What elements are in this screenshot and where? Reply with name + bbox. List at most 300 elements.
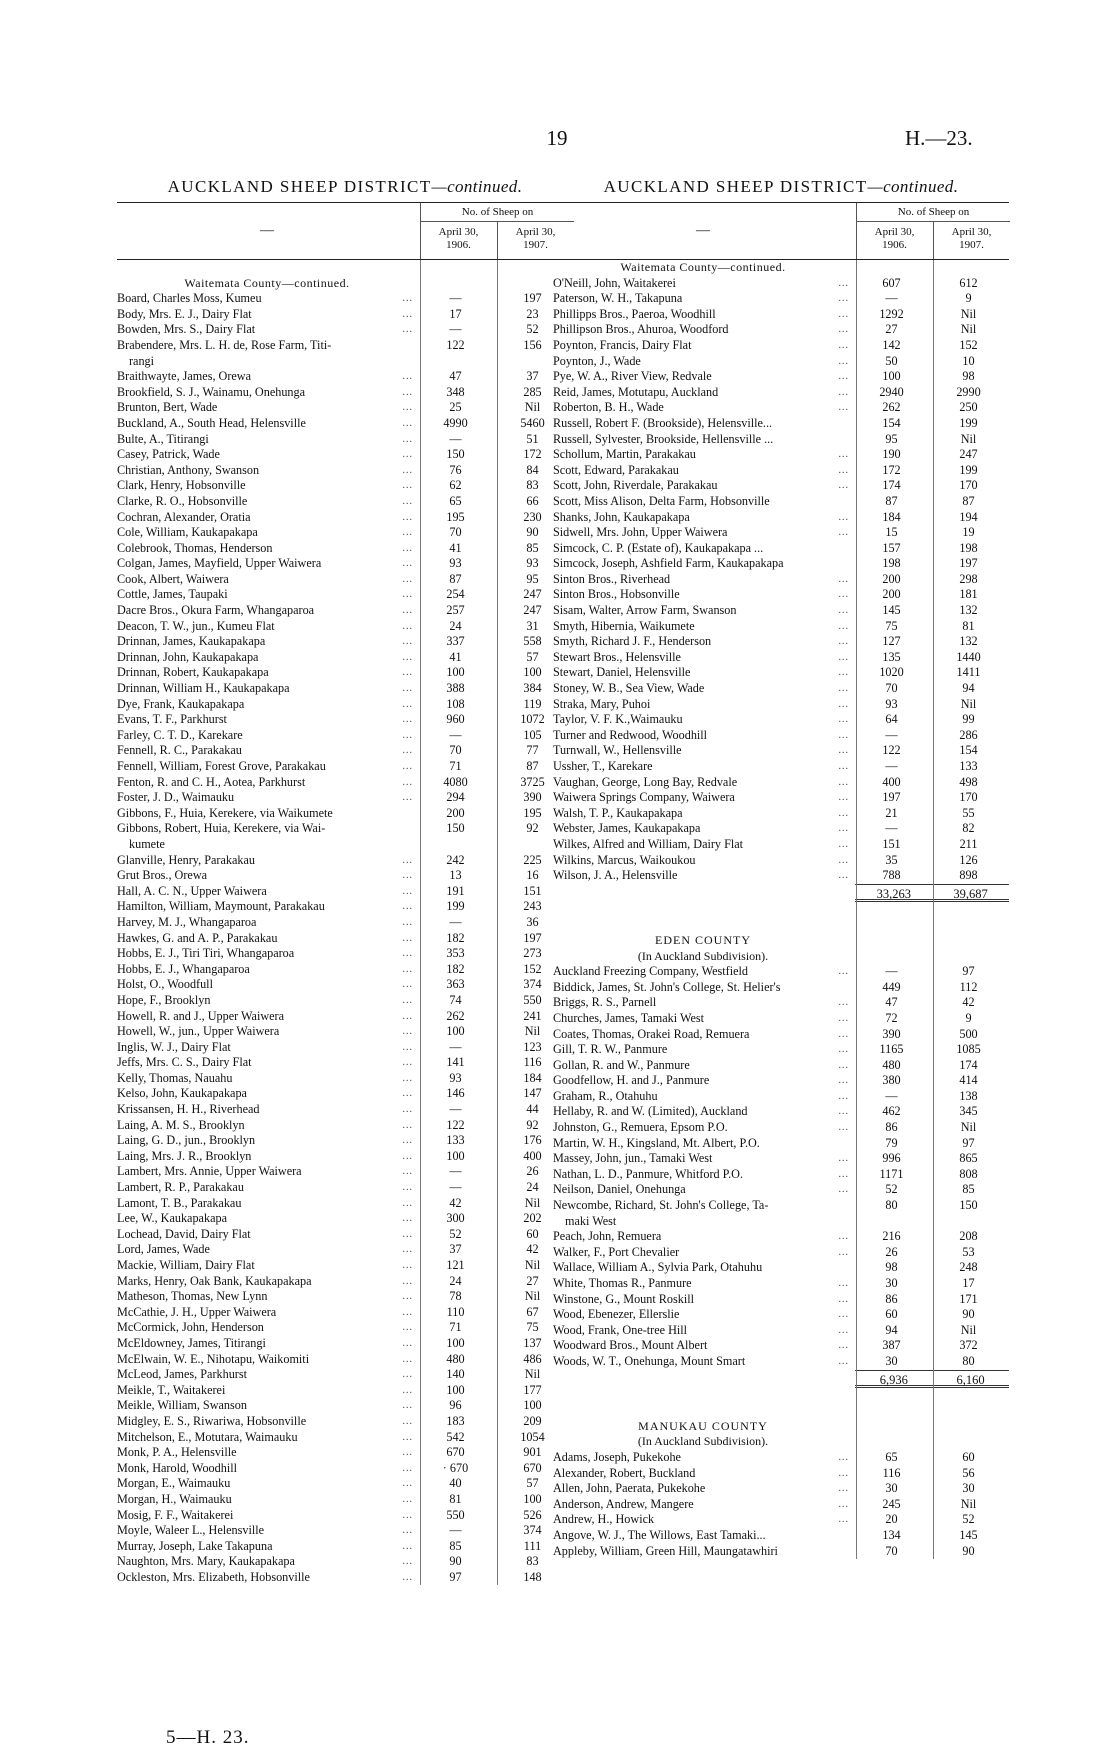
leader-dots: ... — [838, 776, 849, 788]
sheep-1906: 1292 — [879, 306, 904, 321]
sheep-1906: 670 — [446, 1445, 465, 1460]
leader-dots: ... — [402, 932, 413, 944]
leader-dots: ... — [838, 620, 849, 632]
sheep-1906: 100 — [446, 1024, 465, 1039]
leader-dots: ... — [838, 761, 849, 772]
sheep-1906: — — [885, 291, 898, 306]
sheep-1907: 181 — [959, 587, 978, 602]
sheep-1907: 230 — [523, 509, 542, 524]
leader-dots: ... — [402, 1447, 413, 1459]
sheep-1907: 197 — [959, 556, 978, 571]
sheep-1907: 105 — [523, 727, 542, 742]
owner-name: Colgan, James, Mayfield, Upper Waiwera — [117, 556, 322, 571]
leader-dots: ... — [838, 1355, 849, 1367]
sheep-1906: 95 — [885, 431, 898, 446]
sheep-1906: 25 — [449, 400, 462, 415]
owner-name: Farley, C. T. D., Karekare — [117, 727, 243, 742]
table-row — [117, 697, 573, 713]
leader-dots: ... — [402, 1556, 413, 1568]
table-row — [553, 338, 1009, 354]
owner-name: Stewart Bros., Helensville — [553, 649, 681, 664]
table-row — [117, 556, 573, 572]
leader-dots: ... — [402, 1291, 413, 1303]
sheep-1906: 390 — [882, 1026, 901, 1041]
table-row — [117, 1040, 573, 1056]
table-row — [117, 1570, 573, 1586]
owner-name: Pye, W. A., River View, Redvale — [553, 369, 712, 384]
sheep-1906: — — [885, 821, 898, 836]
sheep-1907: 2990 — [956, 384, 981, 399]
sheep-1906: 480 — [882, 1057, 901, 1072]
sheep-1906: 26 — [885, 1244, 898, 1259]
sheep-1906: 70 — [449, 743, 462, 758]
sheep-1906: 30 — [885, 1481, 898, 1496]
sheep-1907: 95 — [526, 571, 539, 586]
owner-name: Casey, Patrick, Wade — [117, 447, 220, 462]
leader-dots: ... — [402, 1509, 413, 1521]
owner-name: Grut Bros., Orewa — [117, 868, 208, 883]
sheep-1906: 70 — [449, 525, 462, 540]
subtotal-row — [553, 1370, 1009, 1388]
owner-name: Gibbons, F., Huia, Kerekere, via Waikumete — [117, 805, 333, 820]
sheep-1907: 208 — [959, 1229, 978, 1244]
owner-name: Monk, Harold, Woodhill — [117, 1460, 237, 1475]
sheep-1906: — — [449, 1523, 462, 1538]
leader-dots: ... — [402, 293, 413, 305]
table-row — [553, 1497, 1009, 1513]
sheep-1906: 121 — [446, 1258, 465, 1272]
sheep-1906: 75 — [885, 618, 898, 633]
header-dash: — — [696, 223, 710, 238]
table-row — [117, 1164, 573, 1180]
sheep-1907: 56 — [962, 1465, 975, 1480]
table-row — [117, 338, 573, 354]
owner-name: Wood, Frank, One-tree Hill — [553, 1322, 688, 1337]
owner-name: Drinnan, Robert, Kaukapakapa — [117, 665, 269, 680]
leader-dots: ... — [838, 308, 849, 320]
sheep-1907: 90 — [962, 1543, 975, 1558]
leader-dots: ... — [402, 386, 413, 398]
sheep-1907: 100 — [523, 1398, 542, 1413]
sheep-1907: 138 — [959, 1088, 978, 1103]
sheep-1906: 134 — [882, 1527, 901, 1542]
leader-dots: ... — [402, 1010, 413, 1022]
sheep-1907: Nil — [524, 400, 541, 415]
leader-dots: ... — [838, 823, 849, 835]
table-row — [117, 1211, 573, 1227]
sheep-1907: 211 — [959, 836, 978, 851]
sheep-1907: 1072 — [520, 712, 545, 727]
sheep-1906: 47 — [449, 369, 462, 384]
sheep-1907: 174 — [959, 1057, 978, 1072]
owner-name: Murray, Joseph, Lake Takapuna — [117, 1538, 273, 1553]
leader-dots: ... — [838, 1075, 849, 1087]
owner-name: Taylor, V. F. K.,Waimauku — [553, 712, 683, 727]
sheep-1907: 250 — [959, 400, 978, 415]
owner-name: Auckland Freezing Company, Westfield — [553, 964, 748, 979]
owner-name: Cottle, James, Taupaki — [117, 587, 228, 602]
sheep-1907: 85 — [526, 540, 539, 555]
owner-name: Krissansen, H. H., Riverhead — [117, 1102, 260, 1117]
sheep-1906: 100 — [446, 1148, 465, 1163]
table-row — [117, 1024, 573, 1040]
owner-name: Poynton, J., Wade — [553, 353, 641, 368]
leader-dots: ... — [402, 324, 413, 336]
leader-dots: ... — [402, 698, 413, 710]
table-row — [553, 868, 1009, 884]
sheep-1906: 40 — [449, 1476, 462, 1491]
sheep-1906: 93 — [449, 556, 462, 571]
left-column — [117, 172, 573, 1585]
header-sheep-group: No. of Sheep on — [420, 203, 574, 222]
sheep-1906: 172 — [882, 462, 901, 477]
table-row — [553, 619, 1009, 635]
table-row — [553, 1544, 1009, 1560]
sheep-1907: 285 — [523, 384, 542, 399]
sheep-1906: 78 — [449, 1289, 462, 1304]
owner-name: Wilkins, Marcus, Waikoukou — [553, 852, 696, 867]
leader-dots: ... — [402, 1306, 413, 1318]
sheep-1907: 148 — [523, 1569, 542, 1584]
owner-name: Hobbs, E. J., Tiri Tiri, Whangaparoa — [117, 946, 295, 961]
table-row — [553, 525, 1009, 541]
section-heading: (In Auckland Subdivision). — [637, 1434, 769, 1449]
table-row — [553, 276, 1009, 292]
sheep-1906: 199 — [446, 899, 465, 914]
sheep-1907: 67 — [526, 1304, 539, 1319]
left-table-header — [117, 202, 573, 260]
table-row — [553, 1027, 1009, 1043]
continuation-text: rangi — [129, 353, 155, 368]
sheep-1907: 184 — [523, 1070, 542, 1085]
leader-dots: ... — [402, 1041, 413, 1053]
sheep-1906: 64 — [885, 712, 898, 727]
header-dash: — — [260, 223, 274, 238]
sheep-1906: 197 — [882, 790, 901, 805]
sheep-1906: 387 — [882, 1338, 901, 1353]
owner-name: Alexander, Robert, Buckland — [553, 1465, 696, 1480]
sheep-1907: Nil — [524, 1367, 541, 1382]
sheep-1906: 388 — [446, 681, 465, 696]
sheep-1906: 4990 — [443, 415, 468, 430]
footer-reference: 5—H. 23. — [166, 1727, 250, 1748]
owner-name: Lee, W., Kaukapakapa — [117, 1211, 227, 1226]
leader-dots: ... — [838, 1184, 849, 1196]
leader-dots: ... — [838, 1059, 849, 1071]
leader-dots: ... — [402, 1353, 413, 1365]
table-row — [117, 1539, 573, 1555]
sheep-1907: 247 — [959, 447, 978, 462]
sheep-1907: 498 — [959, 774, 978, 789]
owner-name: Angove, W. J., The Willows, East Tamaki... — [553, 1527, 766, 1542]
leader-dots: ... — [402, 1182, 413, 1194]
sheep-1906: 100 — [446, 665, 465, 680]
leader-dots: ... — [838, 1451, 849, 1463]
sheep-1907: 16 — [526, 868, 539, 883]
sheep-1906: 1165 — [879, 1042, 904, 1057]
leader-dots: ... — [402, 1197, 413, 1209]
owner-name: Walker, F., Port Chevalier — [553, 1244, 680, 1259]
sheep-1906: 300 — [446, 1211, 465, 1226]
sheep-1907: 558 — [523, 634, 542, 649]
owner-name: Schollum, Martin, Parakakau — [553, 447, 696, 462]
sheep-1906: — — [449, 1180, 462, 1195]
sheep-1907: 202 — [523, 1211, 542, 1226]
owner-name: Newcombe, Richard, St. John's College, Ta- — [553, 1198, 769, 1213]
sheep-1906: 71 — [449, 1320, 462, 1335]
owner-name: Hobbs, E. J., Whangaparoa — [117, 961, 250, 976]
table-row — [553, 463, 1009, 479]
owner-name: Morgan, H., Waimauku — [117, 1491, 232, 1506]
sheep-1907: 87 — [526, 759, 539, 773]
owner-name: Laing, Mrs. J. R., Brooklyn — [117, 1148, 252, 1163]
sheep-1906: 62 — [449, 478, 462, 493]
sheep-1906: 242 — [446, 852, 465, 867]
table-row — [117, 1289, 573, 1305]
leader-dots: ... — [838, 1231, 849, 1243]
table-row — [553, 1073, 1009, 1089]
owner-name: Scott, Edward, Parakakau — [553, 462, 679, 477]
sheep-1906: 37 — [449, 1242, 462, 1257]
header-sheep-group: No. of Sheep on — [856, 203, 1010, 222]
leader-dots: ... — [402, 1228, 413, 1240]
sheep-1907: 52 — [962, 1512, 975, 1527]
owner-name: Hawkes, G. and A. P., Parakakau — [117, 930, 278, 945]
owner-name: Allen, John, Paerata, Pukekohe — [553, 1481, 706, 1496]
table-row — [553, 790, 1009, 806]
sheep-1907: 145 — [959, 1527, 978, 1542]
sheep-1906: 996 — [882, 1151, 901, 1166]
leader-dots: ... — [838, 1340, 849, 1352]
sheep-1907: 26 — [526, 1164, 539, 1179]
owner-name: Sinton Bros., Riverhead — [553, 571, 671, 586]
owner-name: Board, Charles Moss, Kumeu — [117, 291, 262, 306]
sheep-1906: — — [449, 914, 462, 929]
owner-name: Wallace, William A., Sylvia Park, Otahuhu — [553, 1260, 763, 1275]
table-row — [117, 1383, 573, 1399]
owner-name: McCormick, John, Henderson — [117, 1320, 264, 1335]
owner-name: McElwain, W. E., Nihotapu, Waikomiti — [117, 1351, 310, 1366]
table-row — [117, 1242, 573, 1258]
owner-name: Scott, John, Riverdale, Parakakau — [553, 478, 718, 493]
leader-dots: ... — [838, 1122, 849, 1134]
leader-dots: ... — [402, 854, 413, 866]
sheep-1907: 132 — [959, 634, 978, 649]
owner-name: Martin, W. H., Kingsland, Mt. Albert, P.O. — [553, 1135, 760, 1150]
sheep-1906: 85 — [449, 1538, 462, 1553]
table-row — [553, 1292, 1009, 1308]
sheep-1907: 225 — [523, 852, 542, 867]
sheep-1907: 197 — [523, 291, 542, 306]
table-row — [117, 291, 573, 307]
owner-name: Woods, W. T., Onehunga, Mount Smart — [553, 1353, 746, 1368]
leader-dots: ... — [838, 480, 849, 492]
owner-name: Clarke, R. O., Hobsonville — [117, 493, 248, 508]
table-row — [553, 697, 1009, 713]
leader-dots: ... — [402, 371, 413, 383]
sheep-1906: 86 — [885, 1291, 898, 1306]
row-continuation — [117, 837, 573, 853]
left-table-body — [117, 260, 573, 1585]
owner-name: Christian, Anthony, Swanson — [117, 462, 260, 477]
sheep-1907: 176 — [523, 1133, 542, 1148]
table-row — [117, 775, 573, 791]
table-row — [553, 510, 1009, 526]
owner-name: Stoney, W. B., Sea View, Wade — [553, 681, 705, 696]
leader-dots: ... — [402, 885, 413, 897]
owner-name: Fenton, R. and C. H., Aotea, Parkhurst — [117, 774, 306, 789]
owner-name: Biddick, James, St. John's College, St. Helier's — [553, 979, 781, 994]
owner-name: Webster, James, Kaukapakapa — [553, 821, 701, 836]
owner-name: McEldowney, James, Titirangi — [117, 1335, 266, 1350]
owner-name: Lambert, Mrs. Annie, Upper Waiwera — [117, 1164, 302, 1179]
sheep-1907: 865 — [959, 1151, 978, 1166]
row-spacer — [553, 1403, 1009, 1419]
sheep-1906: 150 — [446, 447, 465, 462]
owner-name: Turnwall, W., Hellensville — [553, 743, 682, 758]
table-row — [553, 354, 1009, 370]
header-1907: April 30, 1907. — [933, 221, 1009, 259]
sheep-1906: — — [449, 1102, 462, 1117]
owner-name: Simcock, C. P. (Estate of), Kaukapakapa ... — [553, 540, 764, 555]
sheep-1907: 31 — [526, 618, 539, 633]
table-row — [553, 1481, 1009, 1497]
owner-name: Smyth, Hibernia, Waikumete — [553, 618, 695, 633]
table-row — [117, 416, 573, 432]
table-row — [553, 759, 1009, 775]
sheep-1907: 83 — [526, 1554, 539, 1569]
leader-dots: ... — [402, 636, 413, 648]
owner-name: Gill, T. R. W., Panmure — [553, 1042, 668, 1057]
table-row — [117, 806, 573, 822]
table-row — [553, 1151, 1009, 1167]
owner-name: Wilson, J. A., Helensville — [553, 868, 678, 883]
sheep-1906: 42 — [449, 1195, 462, 1210]
owner-name: Poynton, Francis, Dairy Flat — [553, 337, 692, 352]
leader-dots: ... — [838, 324, 849, 336]
owner-name: Mosig, F. F., Waitakerei — [117, 1507, 234, 1522]
sheep-1907: 1411 — [956, 665, 981, 680]
sheep-1907: 374 — [523, 977, 542, 992]
sheep-1906: 294 — [446, 790, 465, 805]
owner-name: Fennell, R. C., Parakakau — [117, 743, 242, 758]
leader-dots: ... — [402, 1540, 413, 1552]
table-row — [553, 964, 1009, 980]
sheep-1906: — — [885, 1088, 898, 1103]
table-row — [553, 980, 1009, 996]
sheep-1906: 380 — [882, 1073, 901, 1088]
sheep-1906: 4080 — [443, 774, 468, 789]
leader-dots: ... — [402, 1275, 413, 1287]
leader-dots: ... — [838, 449, 849, 461]
owner-name: Jeffs, Mrs. C. S., Dairy Flat — [117, 1055, 252, 1070]
leader-dots: ... — [838, 605, 849, 617]
sheep-1906: 93 — [449, 1070, 462, 1085]
table-row — [553, 1198, 1009, 1214]
sheep-1907: 154 — [959, 743, 978, 758]
sheep-1906: 20 — [885, 1512, 898, 1527]
leader-dots: ... — [838, 1012, 849, 1024]
sheep-1907: 44 — [526, 1102, 539, 1117]
leader-dots: ... — [402, 1571, 413, 1583]
owner-name: Wood, Ebenezer, Ellerslie — [553, 1307, 680, 1322]
sheep-1906: 337 — [446, 634, 465, 649]
sheep-1906: 195 — [446, 509, 465, 524]
leader-dots: ... — [402, 870, 413, 882]
leader-dots: ... — [402, 449, 413, 461]
sheep-1907: 83 — [526, 478, 539, 493]
table-row — [553, 743, 1009, 759]
subtotal-1906: 33,263 — [855, 884, 932, 902]
table-row — [117, 432, 573, 448]
leader-dots: ... — [838, 870, 849, 882]
sheep-1907: 1085 — [956, 1042, 981, 1057]
sheep-1906: — — [449, 727, 462, 742]
table-row — [117, 868, 573, 884]
leader-dots: ... — [402, 1525, 413, 1537]
table-row — [553, 665, 1009, 681]
owner-name: Hellaby, R. and W. (Limited), Auckland — [553, 1104, 748, 1119]
sheep-1907: 53 — [962, 1244, 975, 1259]
sheep-1907: 75 — [526, 1320, 539, 1335]
table-row — [553, 494, 1009, 510]
sheep-1906: 183 — [446, 1413, 465, 1428]
leader-dots: ... — [838, 807, 849, 819]
table-row — [553, 995, 1009, 1011]
owner-name: Deacon, T. W., jun., Kumeu Flat — [117, 618, 275, 633]
sheep-1906: 65 — [449, 493, 462, 508]
table-row — [117, 1071, 573, 1087]
table-row — [117, 681, 573, 697]
sheep-1906: 150 — [446, 821, 465, 836]
leader-dots: ... — [402, 1431, 413, 1443]
owner-name: Braithwayte, James, Orewa — [117, 369, 252, 384]
table-row — [117, 494, 573, 510]
subtotal-1907: 6,160 — [932, 1370, 1009, 1388]
table-row — [117, 1196, 573, 1212]
table-row — [117, 665, 573, 681]
sheep-1907: 10 — [962, 353, 975, 368]
sheep-1907: 286 — [959, 727, 978, 742]
sheep-1906: 216 — [882, 1229, 901, 1244]
sheep-1907: Nil — [960, 322, 977, 337]
leader-dots: ... — [402, 605, 413, 617]
sheep-1906: 86 — [885, 1120, 898, 1135]
table-row — [117, 1336, 573, 1352]
sheep-1906: 480 — [446, 1351, 465, 1366]
sheep-1906: — — [449, 322, 462, 337]
table-row — [117, 447, 573, 463]
sheep-1907: 81 — [962, 618, 975, 633]
leader-dots: ... — [838, 1324, 849, 1336]
sheep-1907: 66 — [526, 493, 539, 508]
table-row — [117, 853, 573, 869]
owner-name: Brabendere, Mrs. L. H. de, Rose Farm, Titi- — [117, 337, 332, 352]
sheep-1906: 607 — [882, 275, 901, 290]
sheep-1906: 122 — [882, 743, 901, 758]
table-row — [117, 400, 573, 416]
owner-name: Body, Mrs. E. J., Dairy Flat — [117, 306, 252, 321]
sheep-1907: 372 — [959, 1338, 978, 1353]
sheep-1906: 200 — [446, 805, 465, 820]
sheep-1906: 108 — [446, 696, 465, 711]
owner-name: Roberton, B. H., Wade — [553, 400, 664, 415]
sheep-1907: 85 — [962, 1182, 975, 1197]
table-row — [553, 775, 1009, 791]
table-row — [553, 322, 1009, 338]
leader-dots: ... — [402, 792, 413, 804]
table-row — [117, 619, 573, 635]
